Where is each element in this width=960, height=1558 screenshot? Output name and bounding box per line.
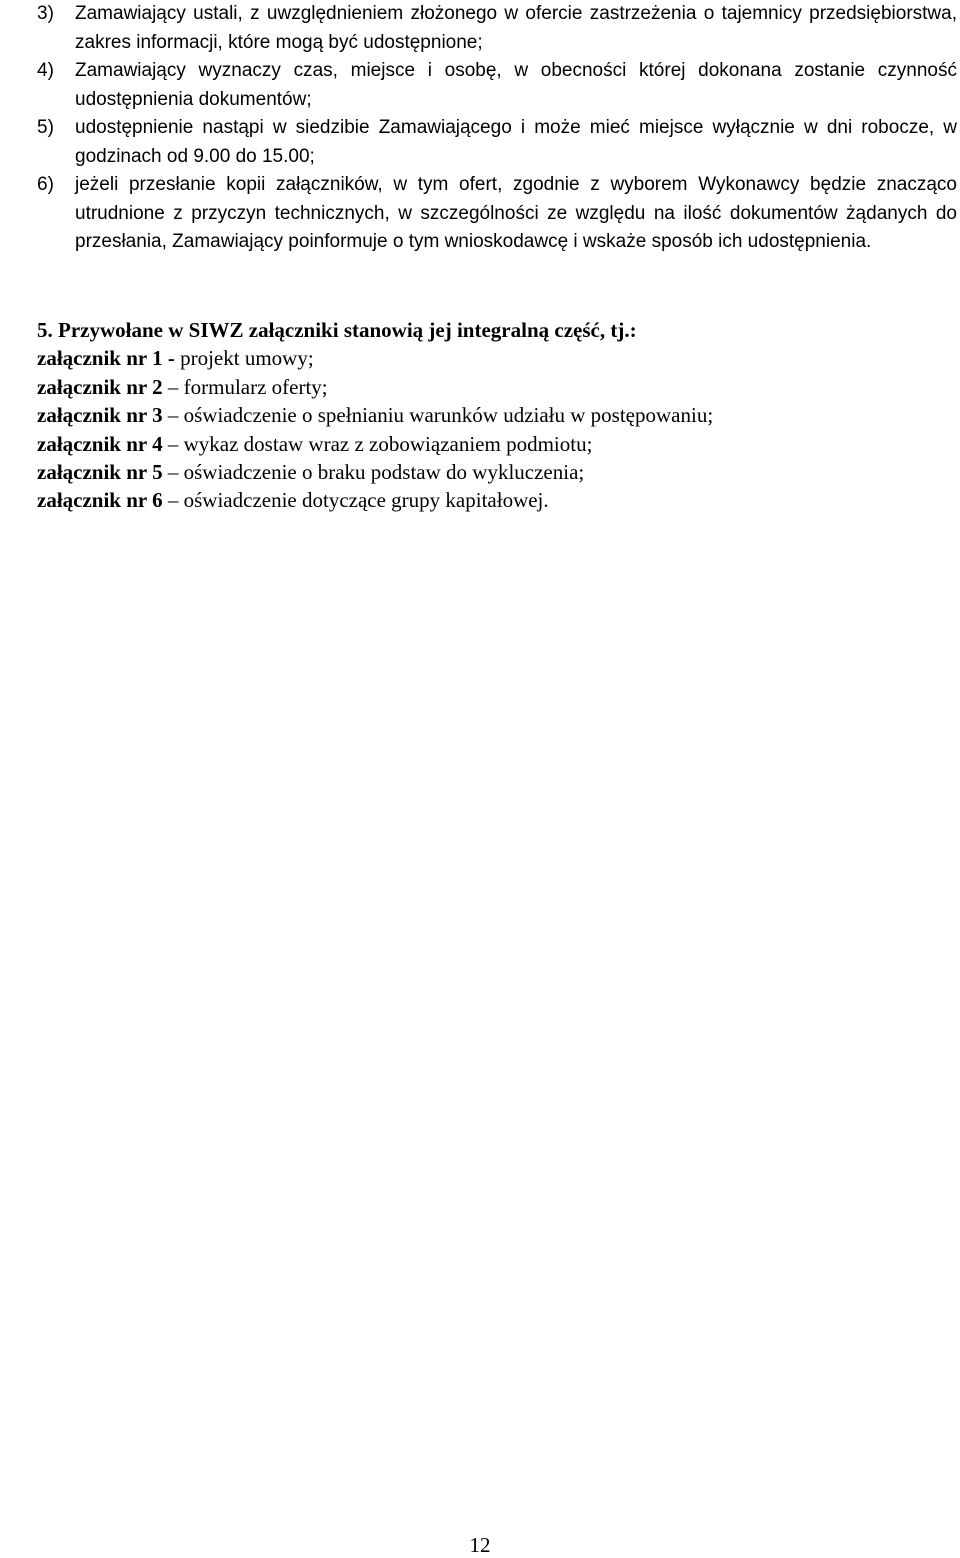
attachment-item	[37, 458, 937, 486]
list-item	[37, 114, 957, 171]
list-item	[37, 0, 957, 57]
list-item-text: Zamawiający ustali, z uwzględnieniem złożonego w ofercie zastrzeżenia o tajemnicy przedsiębiorstwa, zakres informacji, które mogą być udostępnione;	[75, 3, 957, 53]
list-item-text: udostępnienie nastąpi w siedzibie Zamawiającego i może mieć miejsce wyłącznie w dni robocze, w godzinach od 9.00 do 15.00;	[75, 117, 957, 167]
attachment-description: – oświadczenie o spełnianiu warunków udziału w postępowaniu;	[162, 403, 714, 428]
list-item-number: 6)	[37, 174, 54, 195]
attachment-item	[37, 344, 937, 372]
section-heading: 5. Przywołane w SIWZ załączniki stanowią jej integralną część, tj.:	[37, 318, 637, 342]
attachment-label: załącznik nr 1 -	[37, 346, 175, 371]
attachment-description: – oświadczenie o braku podstaw do wykluczenia;	[162, 460, 585, 485]
list-item	[37, 171, 957, 257]
attachment-description: – formularz oferty;	[162, 374, 328, 399]
attachment-label: załącznik nr 3	[37, 403, 163, 428]
numbered-list	[37, 0, 957, 257]
attachment-item	[37, 486, 937, 514]
attachment-label: załącznik nr 5	[37, 460, 163, 485]
list-item-text: jeżeli przesłanie kopii załączników, w tym ofert, zgodnie z wyborem Wykonawcy będzie znacząco utrudnione z przyczyn technicznych, w szczególności ze względu na ilość dokumentów żądanych do przesłania, Zamawiający poinformuje o tym wnioskodawcę i wskaże sposób ich udostępnienia.	[75, 174, 957, 252]
attachment-description: projekt umowy;	[174, 346, 314, 371]
list-item-number: 3)	[37, 3, 54, 24]
attachment-item	[37, 430, 937, 458]
attachment-description: – wykaz dostaw wraz z zobowiązaniem podmiotu;	[162, 431, 593, 456]
section-5	[37, 316, 937, 515]
list-item-number: 5)	[37, 117, 54, 138]
page-number: 12	[469, 1533, 491, 1557]
list-item	[37, 57, 957, 114]
attachment-label: załącznik nr 2	[37, 374, 163, 399]
list-item-number: 4)	[37, 60, 54, 81]
attachment-item	[37, 401, 937, 429]
attachment-item	[37, 373, 937, 401]
attachment-label: załącznik nr 6	[37, 488, 163, 513]
attachment-label: załącznik nr 4	[37, 431, 163, 456]
attachment-description: – oświadczenie dotyczące grupy kapitałowej.	[162, 488, 549, 513]
list-item-text: Zamawiający wyznaczy czas, miejsce i osobę, w obecności której dokonana zostanie czynność udostępnienia dokumentów;	[75, 60, 957, 110]
